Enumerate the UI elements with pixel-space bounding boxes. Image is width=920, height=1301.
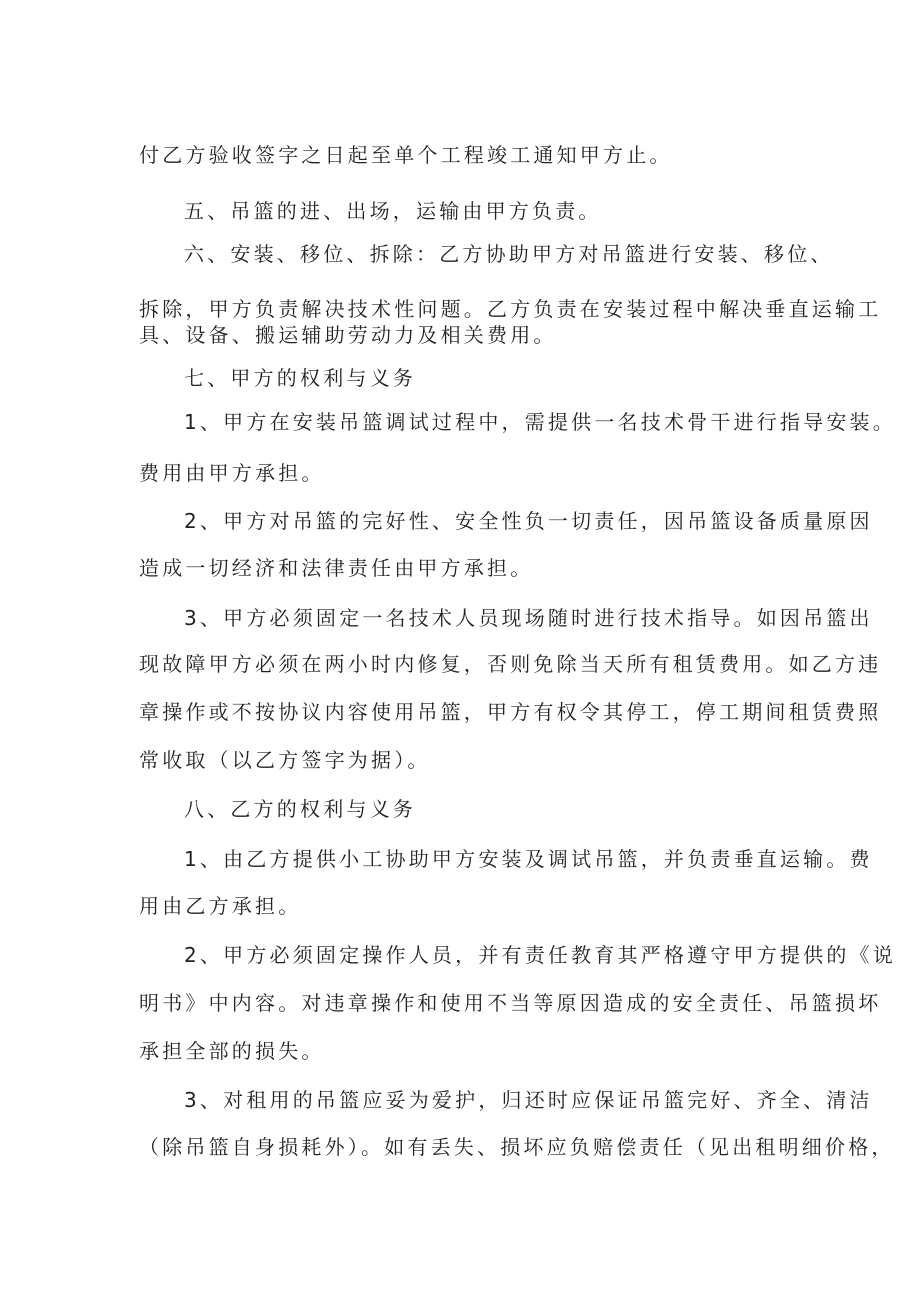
section-heading: 七、甲方的权利与义务 <box>184 366 416 390</box>
text-line: （除吊篮自身损耗外）。如有丢失、损坏应负赔偿责任（见出租明细价格， <box>139 1135 895 1159</box>
text-line: 具、设备、搬运辅助劳动力及相关费用。 <box>139 323 557 347</box>
section-heading: 八、乙方的权利与义务 <box>184 797 416 821</box>
text-line: 拆除，甲方负责解决技术性问题。乙方负责在安装过程中解决垂直运输工 <box>139 297 882 321</box>
text-line: 3、对租用的吊篮应妥为爱护，归还时应保证吊篮完好、齐全、清洁 <box>184 1088 873 1112</box>
text-line: 1、甲方在安装吊篮调试过程中，需提供一名技术骨干进行指导安装。 <box>184 410 896 434</box>
text-line: 费用由甲方承担。 <box>139 461 325 485</box>
text-line: 2、甲方必须固定操作人员，并有责任教育其严格遵守甲方提供的《说 <box>184 943 896 967</box>
text-line: 付乙方验收签字之日起至单个工程竣工通知甲方止。 <box>139 143 673 167</box>
text-line: 造成一切经济和法律责任由甲方承担。 <box>139 556 534 580</box>
text-line: 1、由乙方提供小工协助甲方安装及调试吊篮，并负责垂直运输。费 <box>184 847 873 871</box>
text-line: 承担全部的损失。 <box>139 1039 325 1063</box>
text-line: 明书》中内容。对违章操作和使用不当等原因造成的安全责任、吊篮损坏 <box>139 991 882 1015</box>
text-line: 常收取（以乙方签字为据）。 <box>139 748 431 772</box>
text-line: 现故障甲方必须在两小时内修复，否则免除当天所有租赁费用。如乙方违 <box>139 652 882 676</box>
text-line: 用由乙方承担。 <box>139 894 302 918</box>
text-line: 3、甲方必须固定一名技术人员现场随时进行技术指导。如因吊篮出 <box>184 606 873 630</box>
text-line: 2、甲方对吊篮的完好性、安全性负一切责任，因吊篮设备质量原因 <box>184 509 873 533</box>
text-line: 六、安装、移位、拆除：乙方协助甲方对吊篮进行安装、移位、 <box>184 242 834 266</box>
text-line: 五、吊篮的进、出场，运输由甲方负责。 <box>184 199 602 223</box>
text-line: 章操作或不按协议内容使用吊篮，甲方有权令其停工，停工期间租赁费照 <box>139 700 882 724</box>
